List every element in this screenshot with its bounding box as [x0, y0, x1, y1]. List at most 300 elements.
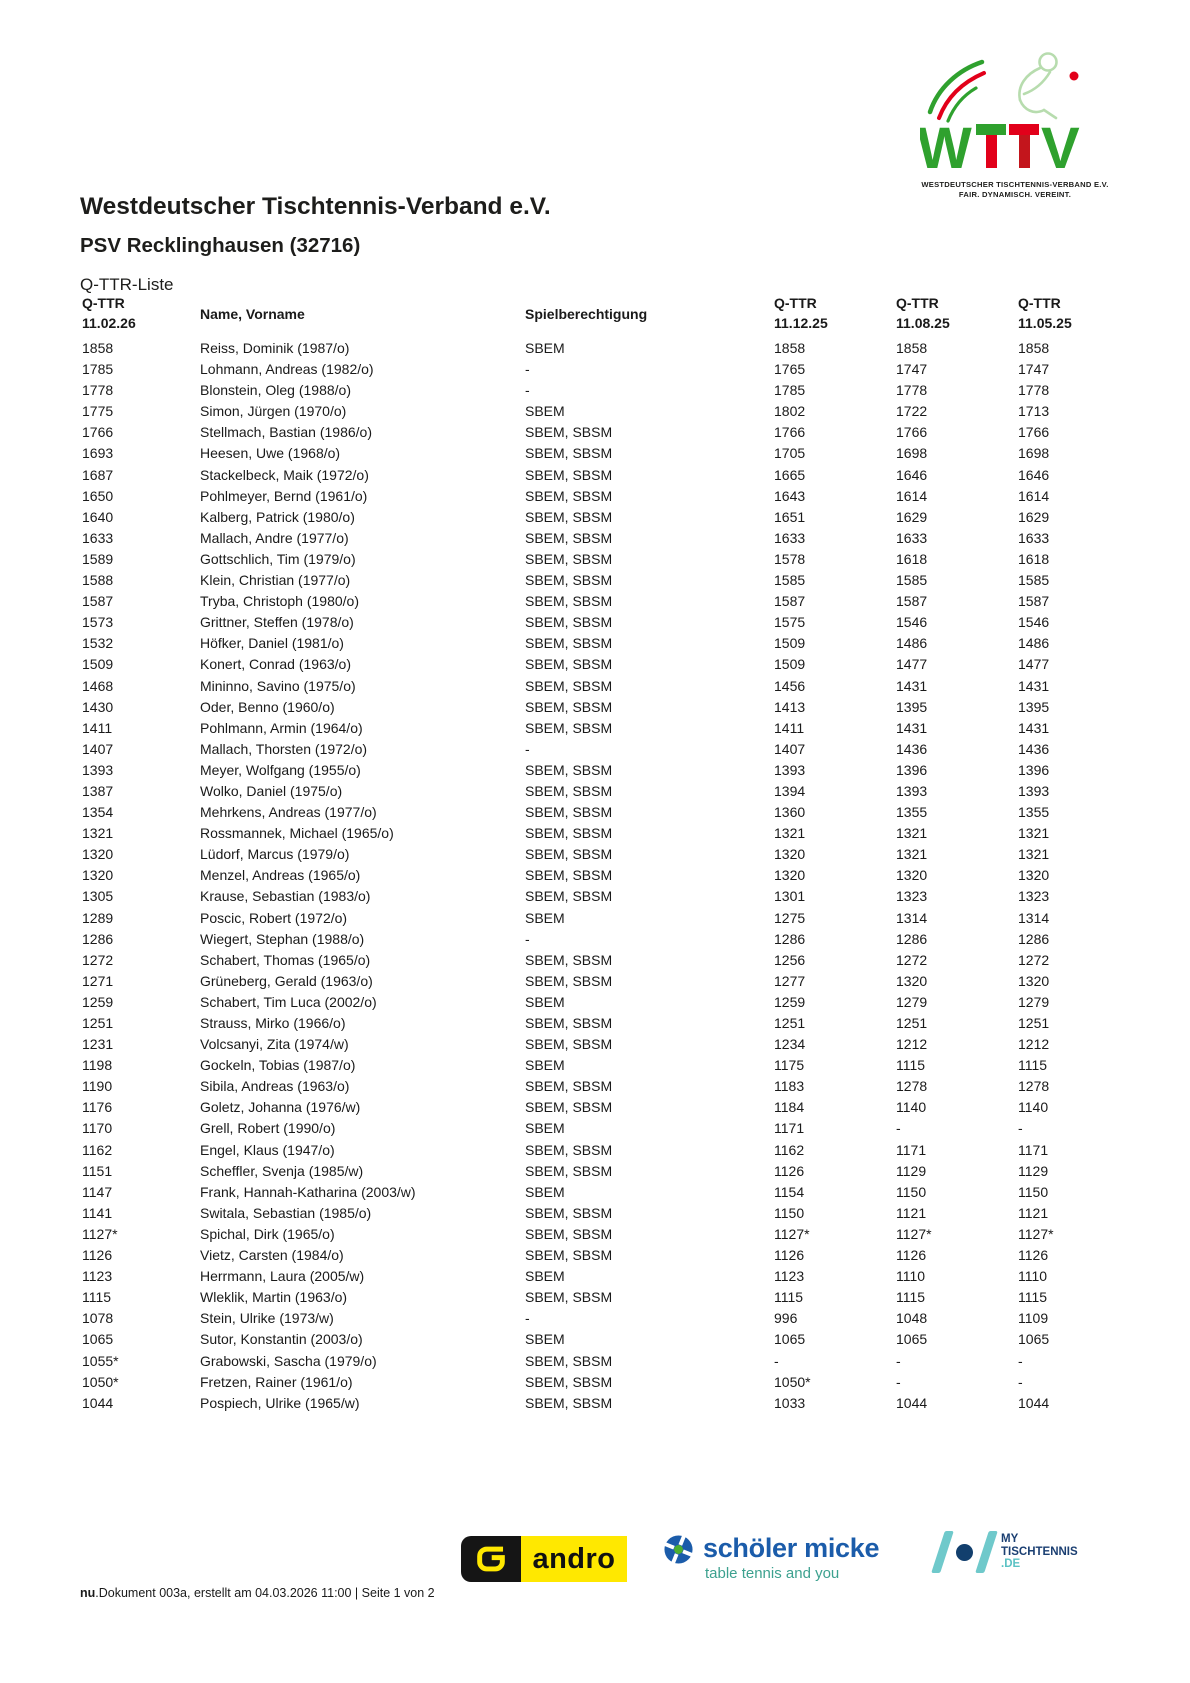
- cell-name: Oder, Benno (1960/o): [200, 698, 335, 715]
- cell-name: Lohmann, Andreas (1982/o): [200, 361, 374, 378]
- table-row: [82, 1372, 1082, 1393]
- cell-name: Wleklik, Martin (1963/o): [200, 1289, 348, 1306]
- cell-name: Wolko, Daniel (1975/o): [200, 782, 343, 799]
- cell-spielberechtigung: -: [525, 1310, 530, 1327]
- cell-qttr-2: 1858: [896, 340, 928, 356]
- schoeler-micke-text: [703, 1534, 879, 1582]
- cell-qttr-3: 1393: [1018, 782, 1050, 799]
- cell-qttr-3: 1766: [1018, 424, 1050, 441]
- col-header-qttr-current: [82, 294, 200, 335]
- svg-text:W: W: [920, 116, 972, 172]
- cell-qttr-3: -: [1018, 1352, 1023, 1369]
- cell-qttr-1: 1394: [774, 782, 806, 799]
- cell-qttr-1: 1259: [774, 993, 806, 1010]
- cell-qttr-3: 1396: [1018, 761, 1050, 778]
- table-row: [82, 443, 1082, 464]
- cell-qttr-1: 1509: [774, 635, 806, 652]
- cell-qttr-3: 1323: [1018, 888, 1050, 905]
- cell-qttr-3: 1115: [1018, 1057, 1048, 1074]
- cell-qttr-2: 1314: [896, 909, 928, 926]
- cell-spielberechtigung: SBEM, SBSM: [525, 550, 613, 567]
- cell-name: Scheffler, Svenja (1985/w): [200, 1162, 364, 1179]
- col-header-label: Q-TTR: [774, 295, 817, 311]
- cell-qttr-current: 1272: [82, 951, 114, 968]
- cell-name: Mininno, Savino (1975/o): [200, 677, 356, 694]
- cell-qttr-2: 1126: [896, 1247, 927, 1264]
- cell-qttr-3: 1436: [1018, 740, 1050, 757]
- cell-qttr-1: 1858: [774, 340, 806, 356]
- cell-qttr-3: 1431: [1018, 719, 1050, 736]
- cell-spielberechtigung: SBEM: [525, 993, 565, 1010]
- table-row: [82, 1393, 1082, 1414]
- cell-spielberechtigung: SBEM: [525, 1183, 565, 1200]
- cell-name: Simon, Jürgen (1970/o): [200, 403, 347, 420]
- cell-qttr-current: 1190: [82, 1078, 113, 1095]
- cell-qttr-1: 1150: [774, 1204, 805, 1221]
- cell-name: Wiegert, Stephan (1988/o): [200, 930, 365, 947]
- cell-spielberechtigung: SBEM: [525, 1268, 565, 1285]
- cell-qttr-current: 1468: [82, 677, 114, 694]
- cell-qttr-current: 1055*: [82, 1352, 119, 1369]
- cell-qttr-current: 1078: [82, 1310, 114, 1327]
- cell-spielberechtigung: SBEM, SBSM: [525, 1141, 613, 1158]
- cell-name: Heesen, Uwe (1968/o): [200, 445, 341, 462]
- cell-name: Grabowski, Sascha (1979/o): [200, 1352, 377, 1369]
- schoeler-micke-logo: [663, 1534, 879, 1582]
- footer-note: [80, 1586, 435, 1600]
- wttv-logo-icon: [920, 48, 1110, 172]
- andro-wordmark: andro: [521, 1536, 627, 1582]
- cell-spielberechtigung: SBEM, SBSM: [525, 1225, 613, 1242]
- cell-qttr-2: 1323: [896, 888, 928, 905]
- cell-qttr-2: 1272: [896, 951, 928, 968]
- cell-qttr-3: 1278: [1018, 1078, 1050, 1095]
- cell-qttr-current: 1231: [82, 1036, 114, 1053]
- cell-qttr-3: 1251: [1018, 1015, 1050, 1031]
- org-title: Westdeutscher Tischtennis-Verband e.V.: [80, 193, 551, 220]
- table-row: [82, 1097, 1082, 1118]
- cell-qttr-1: 1251: [774, 1015, 806, 1031]
- cell-qttr-3: 1321: [1018, 846, 1050, 863]
- cell-qttr-2: 1115: [896, 1057, 926, 1074]
- table-row: [82, 380, 1082, 401]
- cell-qttr-current: 1640: [82, 508, 114, 525]
- cell-qttr-current: 1573: [82, 614, 114, 631]
- cell-qttr-2: 1698: [896, 445, 928, 462]
- wttv-caption-line2: FAIR. DYNAMISCH. VEREINT.: [958, 189, 1072, 199]
- cell-qttr-current: 1633: [82, 529, 114, 546]
- cell-qttr-2: 1436: [896, 740, 928, 757]
- cell-name: Mallach, Thorsten (1972/o): [200, 740, 368, 757]
- cell-spielberechtigung: SBEM, SBSM: [525, 1099, 613, 1116]
- cell-qttr-2: 1646: [896, 466, 928, 483]
- cell-qttr-1: 1184: [774, 1099, 805, 1116]
- cell-qttr-2: 1747: [896, 361, 928, 378]
- cell-qttr-1: 1065: [774, 1331, 806, 1348]
- table-row: [82, 422, 1082, 443]
- col-header-qttr-3: [1018, 294, 1082, 335]
- cell-name: Klein, Christian (1977/o): [200, 572, 351, 589]
- cell-qttr-current: 1411: [82, 719, 113, 736]
- cell-qttr-current: 1170: [82, 1120, 113, 1137]
- table-row: [82, 844, 1082, 865]
- cell-spielberechtigung: SBEM: [525, 909, 565, 926]
- cell-qttr-current: 1123: [82, 1268, 113, 1285]
- cell-qttr-current: 1532: [82, 635, 114, 652]
- cell-qttr-current: 1065: [82, 1331, 114, 1348]
- table-row: [82, 528, 1082, 549]
- cell-qttr-2: 1115: [896, 1289, 926, 1306]
- cell-qttr-current: 1588: [82, 572, 114, 589]
- table-row: [82, 760, 1082, 781]
- cell-qttr-3: 1272: [1018, 951, 1050, 968]
- cell-qttr-2: 1396: [896, 761, 928, 778]
- cell-qttr-2: 1618: [896, 550, 928, 567]
- cell-qttr-current: 1587: [82, 593, 114, 610]
- table-row: [82, 486, 1082, 507]
- cell-spielberechtigung: -: [525, 361, 530, 378]
- cell-name: Pohlmann, Armin (1964/o): [200, 719, 363, 736]
- cell-name: Sutor, Konstantin (2003/o): [200, 1331, 363, 1348]
- cell-qttr-3: 1320: [1018, 867, 1050, 884]
- cell-name: Fretzen, Rainer (1961/o): [200, 1373, 353, 1390]
- table-row: [82, 591, 1082, 612]
- cell-qttr-1: -: [774, 1352, 779, 1369]
- schoeler-micke-tagline: table tennis and you: [705, 1565, 840, 1582]
- cell-qttr-2: 1431: [896, 719, 928, 736]
- cell-qttr-3: 1212: [1018, 1036, 1050, 1053]
- cell-qttr-1: 1665: [774, 466, 806, 483]
- cell-spielberechtigung: SBEM, SBSM: [525, 508, 613, 525]
- cell-spielberechtigung: SBEM, SBSM: [525, 614, 613, 631]
- cell-name: Stackelbeck, Maik (1972/o): [200, 466, 369, 483]
- table-row: [82, 950, 1082, 971]
- cell-name: Goletz, Johanna (1976/w): [200, 1099, 361, 1116]
- cell-qttr-1: 1802: [774, 403, 806, 420]
- cell-qttr-3: 1618: [1018, 550, 1050, 567]
- cell-qttr-2: 1129: [896, 1162, 927, 1179]
- col-header-name: [200, 294, 525, 335]
- cell-spielberechtigung: SBEM, SBSM: [525, 846, 613, 863]
- cell-qttr-2: 1320: [896, 867, 928, 884]
- cell-spielberechtigung: SBEM, SBSM: [525, 1373, 613, 1390]
- cell-qttr-1: 1360: [774, 804, 806, 821]
- cell-qttr-current: 1650: [82, 487, 114, 504]
- cell-qttr-2: 1355: [896, 804, 928, 821]
- cell-name: Blonstein, Oleg (1988/o): [200, 382, 351, 399]
- cell-qttr-1: 1277: [774, 972, 806, 989]
- sponsor-row: [0, 1528, 1190, 1588]
- cell-qttr-current: 1693: [82, 445, 114, 462]
- cell-qttr-current: 1147: [82, 1183, 113, 1200]
- cell-qttr-3: 1546: [1018, 614, 1050, 631]
- cell-qttr-2: 1048: [896, 1310, 928, 1327]
- table-body: [82, 338, 1082, 1414]
- table-row: [82, 1266, 1082, 1287]
- cell-spielberechtigung: -: [525, 930, 530, 947]
- cell-qttr-3: 1109: [1018, 1310, 1049, 1327]
- cell-qttr-current: 1766: [82, 424, 114, 441]
- cell-qttr-1: 1585: [774, 572, 806, 589]
- table-row: [82, 1329, 1082, 1350]
- cell-qttr-3: 1279: [1018, 993, 1050, 1010]
- cell-qttr-current: 1430: [82, 698, 114, 715]
- cell-qttr-current: 1176: [82, 1099, 113, 1116]
- cell-qttr-1: 1050*: [774, 1373, 811, 1390]
- cell-qttr-1: 1171: [774, 1120, 805, 1137]
- cell-qttr-1: 1575: [774, 614, 806, 631]
- cell-name: Lüdorf, Marcus (1979/o): [200, 846, 350, 863]
- cell-spielberechtigung: -: [525, 740, 530, 757]
- cell-name: Mallach, Andre (1977/o): [200, 529, 349, 546]
- table-row: [82, 1055, 1082, 1076]
- cell-qttr-3: 1713: [1018, 403, 1050, 420]
- cell-qttr-1: 1643: [774, 487, 806, 504]
- cell-spielberechtigung: SBEM, SBSM: [525, 677, 613, 694]
- cell-qttr-current: 1115: [82, 1289, 112, 1306]
- cell-qttr-2: 1251: [896, 1015, 928, 1031]
- cell-qttr-1: 996: [774, 1310, 798, 1327]
- table-row: [82, 929, 1082, 950]
- cell-qttr-2: 1286: [896, 930, 928, 947]
- mytischtennis-line1: MY: [1001, 1533, 1019, 1546]
- table-row: [82, 886, 1082, 907]
- col-header-spielberechtigung: [525, 294, 774, 335]
- cell-name: Grittner, Steffen (1978/o): [200, 614, 354, 631]
- cell-name: Mehrkens, Andreas (1977/o): [200, 804, 377, 821]
- cell-qttr-2: 1127*: [896, 1225, 932, 1242]
- cell-qttr-1: 1587: [774, 593, 806, 610]
- table-header: [82, 294, 1082, 335]
- cell-qttr-1: 1154: [774, 1183, 805, 1200]
- table-row: [82, 1224, 1082, 1245]
- cell-qttr-3: 1614: [1018, 487, 1050, 504]
- andro-logo: [461, 1536, 627, 1582]
- table-row: [82, 570, 1082, 591]
- col-header-date: 11.12.25: [774, 314, 828, 331]
- cell-name: Schabert, Tim Luca (2002/o): [200, 993, 377, 1010]
- cell-spielberechtigung: SBEM, SBSM: [525, 572, 613, 589]
- cell-qttr-3: 1314: [1018, 909, 1050, 926]
- cell-qttr-3: 1355: [1018, 804, 1050, 821]
- cell-qttr-current: 1050*: [82, 1373, 119, 1390]
- cell-qttr-2: -: [896, 1373, 901, 1390]
- col-header-label: Q-TTR: [1018, 295, 1061, 311]
- cell-qttr-3: 1044: [1018, 1394, 1050, 1411]
- cell-spielberechtigung: SBEM, SBSM: [525, 656, 613, 673]
- cell-qttr-1: 1785: [774, 382, 806, 399]
- cell-qttr-current: 1286: [82, 930, 114, 947]
- cell-name: Schabert, Thomas (1965/o): [200, 951, 371, 968]
- cell-qttr-current: 1387: [82, 782, 114, 799]
- cell-spielberechtigung: SBEM, SBSM: [525, 635, 613, 652]
- cell-qttr-2: 1150: [896, 1183, 927, 1200]
- cell-qttr-2: 1633: [896, 529, 928, 546]
- table-row: [82, 1351, 1082, 1372]
- svg-text:V: V: [1041, 116, 1080, 172]
- cell-qttr-2: 1766: [896, 424, 928, 441]
- cell-qttr-3: 1171: [1018, 1141, 1049, 1158]
- cell-qttr-current: 1687: [82, 466, 114, 483]
- table-row: [82, 633, 1082, 654]
- cell-qttr-2: 1140: [896, 1099, 927, 1116]
- cell-qttr-1: 1286: [774, 930, 806, 947]
- cell-spielberechtigung: SBEM, SBSM: [525, 529, 613, 546]
- cell-name: Stellmach, Bastian (1986/o): [200, 424, 372, 441]
- table-row: [82, 1076, 1082, 1097]
- cell-qttr-1: 1183: [774, 1078, 805, 1095]
- slash-icon: [931, 1531, 954, 1573]
- mytischtennis-logo: [938, 1531, 1078, 1573]
- table-row: [82, 1203, 1082, 1224]
- cell-name: Gockeln, Tobias (1987/o): [200, 1057, 356, 1074]
- table-row: [82, 718, 1082, 739]
- table-row: [82, 739, 1082, 760]
- cell-qttr-2: 1212: [896, 1036, 928, 1053]
- cell-qttr-1: 1633: [774, 529, 806, 546]
- footer-text: .Dokument 003a, erstellt am 04.03.2026 11:00 | Seite 1 von 2: [95, 1586, 435, 1600]
- mytischtennis-text: [1001, 1533, 1078, 1571]
- cell-name: Engel, Klaus (1947/o): [200, 1141, 335, 1158]
- cell-qttr-3: -: [1018, 1373, 1023, 1390]
- cell-qttr-3: 1587: [1018, 593, 1050, 610]
- cell-spielberechtigung: SBEM, SBSM: [525, 487, 613, 504]
- cell-name: Rossmannek, Michael (1965/o): [200, 825, 394, 842]
- cell-qttr-1: 1123: [774, 1268, 805, 1285]
- cell-qttr-2: 1065: [896, 1331, 928, 1348]
- cell-qttr-current: 1320: [82, 846, 114, 863]
- table-row: [82, 465, 1082, 486]
- cell-name: Meyer, Wolfgang (1955/o): [200, 761, 361, 778]
- col-header-date: 11.02.26: [82, 314, 136, 331]
- cell-name: Frank, Hannah-Katharina (2003/w): [200, 1183, 416, 1200]
- cell-qttr-current: 1775: [82, 403, 114, 420]
- cell-qttr-current: 1044: [82, 1394, 114, 1411]
- wttv-logo-caption: [920, 180, 1110, 199]
- wttv-caption-line1: WESTDEUTSCHER TISCHTENNIS-VERBAND E.V.: [921, 180, 1109, 189]
- cell-qttr-2: 1778: [896, 382, 928, 399]
- cell-qttr-1: 1765: [774, 361, 806, 378]
- cell-spielberechtigung: SBEM, SBSM: [525, 445, 613, 462]
- schoeler-micke-icon: [663, 1534, 694, 1565]
- cell-spielberechtigung: SBEM, SBSM: [525, 466, 613, 483]
- cell-spielberechtigung: SBEM: [525, 1331, 565, 1348]
- cell-qttr-1: 1321: [774, 825, 806, 842]
- cell-qttr-current: 1151: [82, 1162, 113, 1179]
- cell-qttr-1: 1320: [774, 846, 806, 863]
- cell-qttr-2: 1585: [896, 572, 928, 589]
- cell-qttr-current: 1858: [82, 340, 114, 356]
- cell-qttr-2: 1321: [896, 846, 928, 863]
- cell-qttr-current: 1407: [82, 740, 114, 757]
- cell-qttr-2: 1629: [896, 508, 928, 525]
- table-row: [82, 1308, 1082, 1329]
- footer-prefix: nu: [80, 1586, 96, 1600]
- col-header-qttr-1: [774, 294, 896, 335]
- cell-name: Krause, Sebastian (1983/o): [200, 888, 371, 905]
- cell-name: Reiss, Dominik (1987/o): [200, 340, 350, 356]
- cell-spielberechtigung: SBEM, SBSM: [525, 888, 613, 905]
- cell-qttr-1: 1234: [774, 1036, 806, 1053]
- cell-qttr-1: 1766: [774, 424, 806, 441]
- cell-qttr-3: 1140: [1018, 1099, 1049, 1116]
- cell-spielberechtigung: SBEM: [525, 403, 565, 420]
- wttv-logo: [920, 48, 1110, 199]
- cell-name: Sibila, Andreas (1963/o): [200, 1078, 350, 1095]
- cell-qttr-1: 1162: [774, 1141, 805, 1158]
- cell-qttr-2: 1044: [896, 1394, 928, 1411]
- table-row: [82, 1182, 1082, 1203]
- table-row: [82, 823, 1082, 844]
- cell-qttr-3: 1121: [1018, 1204, 1049, 1221]
- col-header-label: Q-TTR: [896, 295, 939, 311]
- cell-qttr-2: 1546: [896, 614, 928, 631]
- cell-spielberechtigung: SBEM, SBSM: [525, 424, 613, 441]
- col-header-qttr-2: [896, 294, 1018, 335]
- club-title: PSV Recklinghausen (32716): [80, 234, 361, 257]
- mytischtennis-line2: TISCHTENNIS: [1001, 1545, 1078, 1558]
- cell-spielberechtigung: SBEM, SBSM: [525, 1204, 613, 1221]
- cell-spielberechtigung: SBEM, SBSM: [525, 1289, 613, 1306]
- table-row: [82, 1140, 1082, 1161]
- cell-qttr-2: 1395: [896, 698, 928, 715]
- cell-name: Tryba, Christoph (1980/o): [200, 593, 359, 610]
- cell-qttr-3: 1321: [1018, 825, 1050, 842]
- cell-qttr-1: 1127*: [774, 1225, 810, 1242]
- cell-name: Höfker, Daniel (1981/o): [200, 635, 344, 652]
- table-row: [82, 338, 1082, 359]
- cell-qttr-1: 1456: [774, 677, 806, 694]
- table-row: [82, 908, 1082, 929]
- cell-qttr-2: 1486: [896, 635, 928, 652]
- cell-name: Strauss, Mirko (1966/o): [200, 1015, 346, 1031]
- table-row: [82, 1287, 1082, 1308]
- mytischtennis-line3: .DE: [1001, 1558, 1021, 1571]
- cell-qttr-1: 1301: [774, 888, 806, 905]
- cell-spielberechtigung: SBEM, SBSM: [525, 1015, 613, 1031]
- cell-qttr-current: 1198: [82, 1057, 113, 1074]
- cell-qttr-3: 1477: [1018, 656, 1050, 673]
- cell-spielberechtigung: SBEM: [525, 1057, 565, 1074]
- cell-qttr-3: 1646: [1018, 466, 1050, 483]
- cell-name: Switala, Sebastian (1985/o): [200, 1204, 372, 1221]
- cell-qttr-2: 1393: [896, 782, 928, 799]
- cell-qttr-current: 1251: [82, 1015, 114, 1031]
- cell-qttr-current: 1393: [82, 761, 114, 778]
- cell-qttr-3: 1127*: [1018, 1225, 1054, 1242]
- table-row: [82, 1245, 1082, 1266]
- table-row: [82, 1034, 1082, 1055]
- cell-qttr-current: 1162: [82, 1141, 113, 1158]
- cell-qttr-3: 1395: [1018, 698, 1050, 715]
- cell-qttr-3: 1065: [1018, 1331, 1050, 1348]
- cell-spielberechtigung: SBEM, SBSM: [525, 1247, 613, 1264]
- cell-name: Herrmann, Laura (2005/w): [200, 1268, 365, 1285]
- table-row: [82, 865, 1082, 886]
- cell-qttr-current: 1271: [82, 972, 114, 989]
- cell-qttr-2: 1171: [896, 1141, 927, 1158]
- cell-spielberechtigung: SBEM, SBSM: [525, 698, 613, 715]
- cell-qttr-2: 1431: [896, 677, 928, 694]
- cell-qttr-3: 1115: [1018, 1289, 1048, 1306]
- cell-qttr-3: 1126: [1018, 1247, 1049, 1264]
- table-row: [82, 507, 1082, 528]
- table-row: [82, 401, 1082, 422]
- cell-qttr-3: 1629: [1018, 508, 1050, 525]
- cell-spielberechtigung: SBEM: [525, 1120, 565, 1137]
- cell-qttr-2: 1121: [896, 1204, 927, 1221]
- table-row: [82, 1161, 1082, 1182]
